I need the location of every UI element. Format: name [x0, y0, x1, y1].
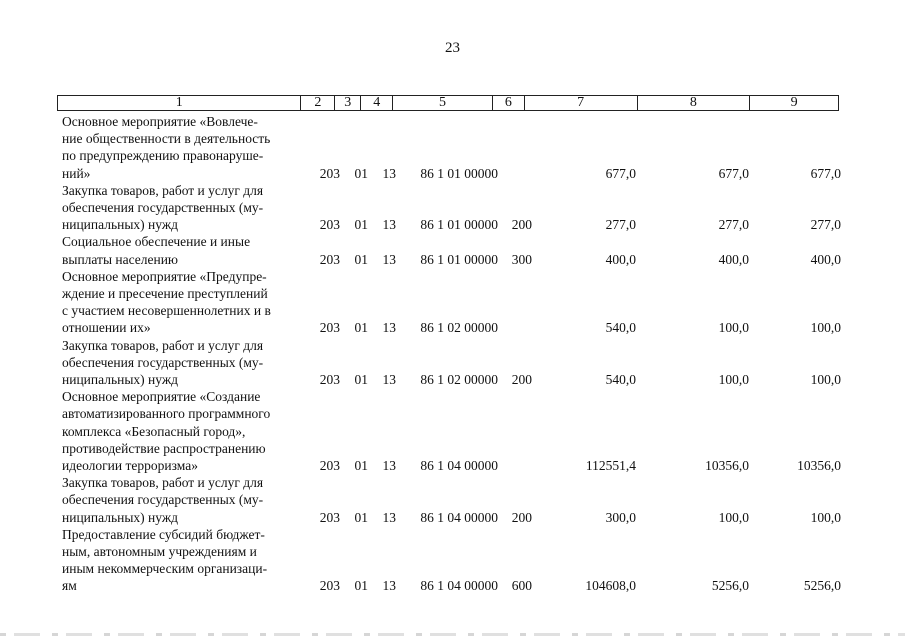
cell-grbs: 203	[319, 217, 340, 233]
header-col-6: 6	[493, 96, 525, 110]
cell-subsection: 13	[382, 458, 396, 474]
cell-expense-type: 200	[511, 509, 532, 525]
cell-amount-9: 677,0	[810, 165, 841, 181]
cell-amount-8: 677,0	[718, 165, 749, 181]
cell-amount-9: 5256,0	[803, 578, 841, 594]
header-col-1: 1	[58, 96, 301, 110]
cell-grbs: 203	[319, 320, 340, 336]
cell-amount-7: 112551,4	[585, 458, 636, 474]
cell-amount-8: 400,0	[718, 251, 749, 267]
row-name: Основное мероприятие «Предупре- ждение и пресечение преступлений с участием несовершеннолетних и в отношении их»	[62, 268, 271, 336]
cell-grbs: 203	[319, 251, 340, 267]
row-name: Основное мероприятие «Создание автоматизированного программного комплекса «Безопасный город», противодействие распространению идеологии терроризма»	[62, 389, 271, 474]
row-name: Основное мероприятие «Вовлече- ние общественности в деятельность по предупреждению правонаруше- ний»	[62, 114, 271, 181]
page-number: 23	[445, 40, 460, 56]
cell-amount-9: 400,0	[810, 251, 841, 267]
header-col-7: 7	[525, 96, 638, 110]
cell-grbs: 203	[319, 578, 340, 594]
cell-amount-7: 677,0	[605, 165, 636, 181]
header-col-4: 4	[361, 96, 393, 110]
cell-amount-8: 5256,0	[711, 578, 749, 594]
cell-target-article: 86 1 04 00000	[420, 509, 498, 525]
table-row	[62, 337, 842, 389]
cell-amount-7: 540,0	[605, 372, 636, 388]
cell-expense-type: 300	[511, 251, 532, 267]
cell-section: 01	[354, 251, 368, 267]
cell-amount-7: 104608,0	[585, 578, 636, 594]
cell-amount-8: 277,0	[718, 217, 749, 233]
header-col-3: 3	[335, 96, 361, 110]
cell-section: 01	[354, 372, 368, 388]
cell-subsection: 13	[382, 251, 396, 267]
table-header	[57, 95, 839, 111]
cell-grbs: 203	[319, 509, 340, 525]
table-body	[62, 113, 842, 595]
cell-subsection: 13	[382, 578, 396, 594]
cell-amount-7: 277,0	[605, 217, 636, 233]
table-row	[62, 113, 842, 182]
row-name: Закупка товаров, работ и услуг для обеспечения государственных (му- ниципальных) нужд	[62, 337, 264, 388]
table-row	[62, 388, 842, 474]
cell-amount-7: 300,0	[605, 509, 636, 525]
header-col-5: 5	[393, 96, 493, 110]
table-row	[62, 526, 842, 595]
header-col-8: 8	[638, 96, 751, 110]
row-name: Закупка товаров, работ и услуг для обеспечения государственных (му- ниципальных) нужд	[62, 182, 264, 233]
cell-section: 01	[354, 578, 368, 594]
cell-target-article: 86 1 04 00000	[420, 578, 498, 594]
cell-target-article: 86 1 02 00000	[420, 372, 498, 388]
row-name: Социальное обеспечение и иные выплаты населению	[62, 234, 251, 267]
table-row	[62, 474, 842, 526]
cell-section: 01	[354, 509, 368, 525]
cell-section: 01	[354, 458, 368, 474]
table-row	[62, 233, 842, 267]
cell-section: 01	[354, 320, 368, 336]
cell-grbs: 203	[319, 372, 340, 388]
cell-amount-8: 10356,0	[705, 458, 749, 474]
cell-amount-8: 100,0	[718, 372, 749, 388]
cell-target-article: 86 1 01 00000	[420, 251, 498, 267]
cell-amount-9: 277,0	[810, 217, 841, 233]
cell-target-article: 86 1 01 00000	[420, 165, 498, 181]
cell-target-article: 86 1 04 00000	[420, 458, 498, 474]
table-row	[62, 268, 842, 337]
cell-subsection: 13	[382, 165, 396, 181]
cell-grbs: 203	[319, 458, 340, 474]
cell-amount-7: 540,0	[605, 320, 636, 336]
cell-amount-9: 100,0	[810, 372, 841, 388]
cell-subsection: 13	[382, 372, 396, 388]
row-name: Закупка товаров, работ и услуг для обеспечения государственных (му- ниципальных) нужд	[62, 475, 264, 525]
cell-subsection: 13	[382, 509, 396, 525]
cell-amount-8: 100,0	[718, 509, 749, 525]
cell-amount-9: 10356,0	[797, 458, 841, 474]
cell-subsection: 13	[382, 320, 396, 336]
cell-grbs: 203	[319, 165, 340, 181]
cell-amount-9: 100,0	[810, 320, 841, 336]
cell-amount-9: 100,0	[810, 509, 841, 525]
cell-amount-8: 100,0	[718, 320, 749, 336]
cell-section: 01	[354, 217, 368, 233]
cell-section: 01	[354, 165, 368, 181]
header-col-9: 9	[790, 95, 798, 110]
cell-target-article: 86 1 02 00000	[420, 320, 498, 336]
scan-edge-artifact	[0, 633, 905, 636]
cell-target-article: 86 1 01 00000	[420, 217, 498, 233]
table-row	[62, 182, 842, 234]
row-name: Предоставление субсидий бюджет- ным, автономным учреждениям и иным некоммерческим организаци- ям	[62, 526, 268, 594]
header-col-2: 2	[301, 96, 335, 110]
cell-expense-type: 600	[511, 578, 532, 594]
cell-expense-type: 200	[511, 217, 532, 233]
cell-subsection: 13	[382, 217, 396, 233]
cell-amount-7: 400,0	[605, 251, 636, 267]
cell-expense-type: 200	[511, 372, 532, 388]
